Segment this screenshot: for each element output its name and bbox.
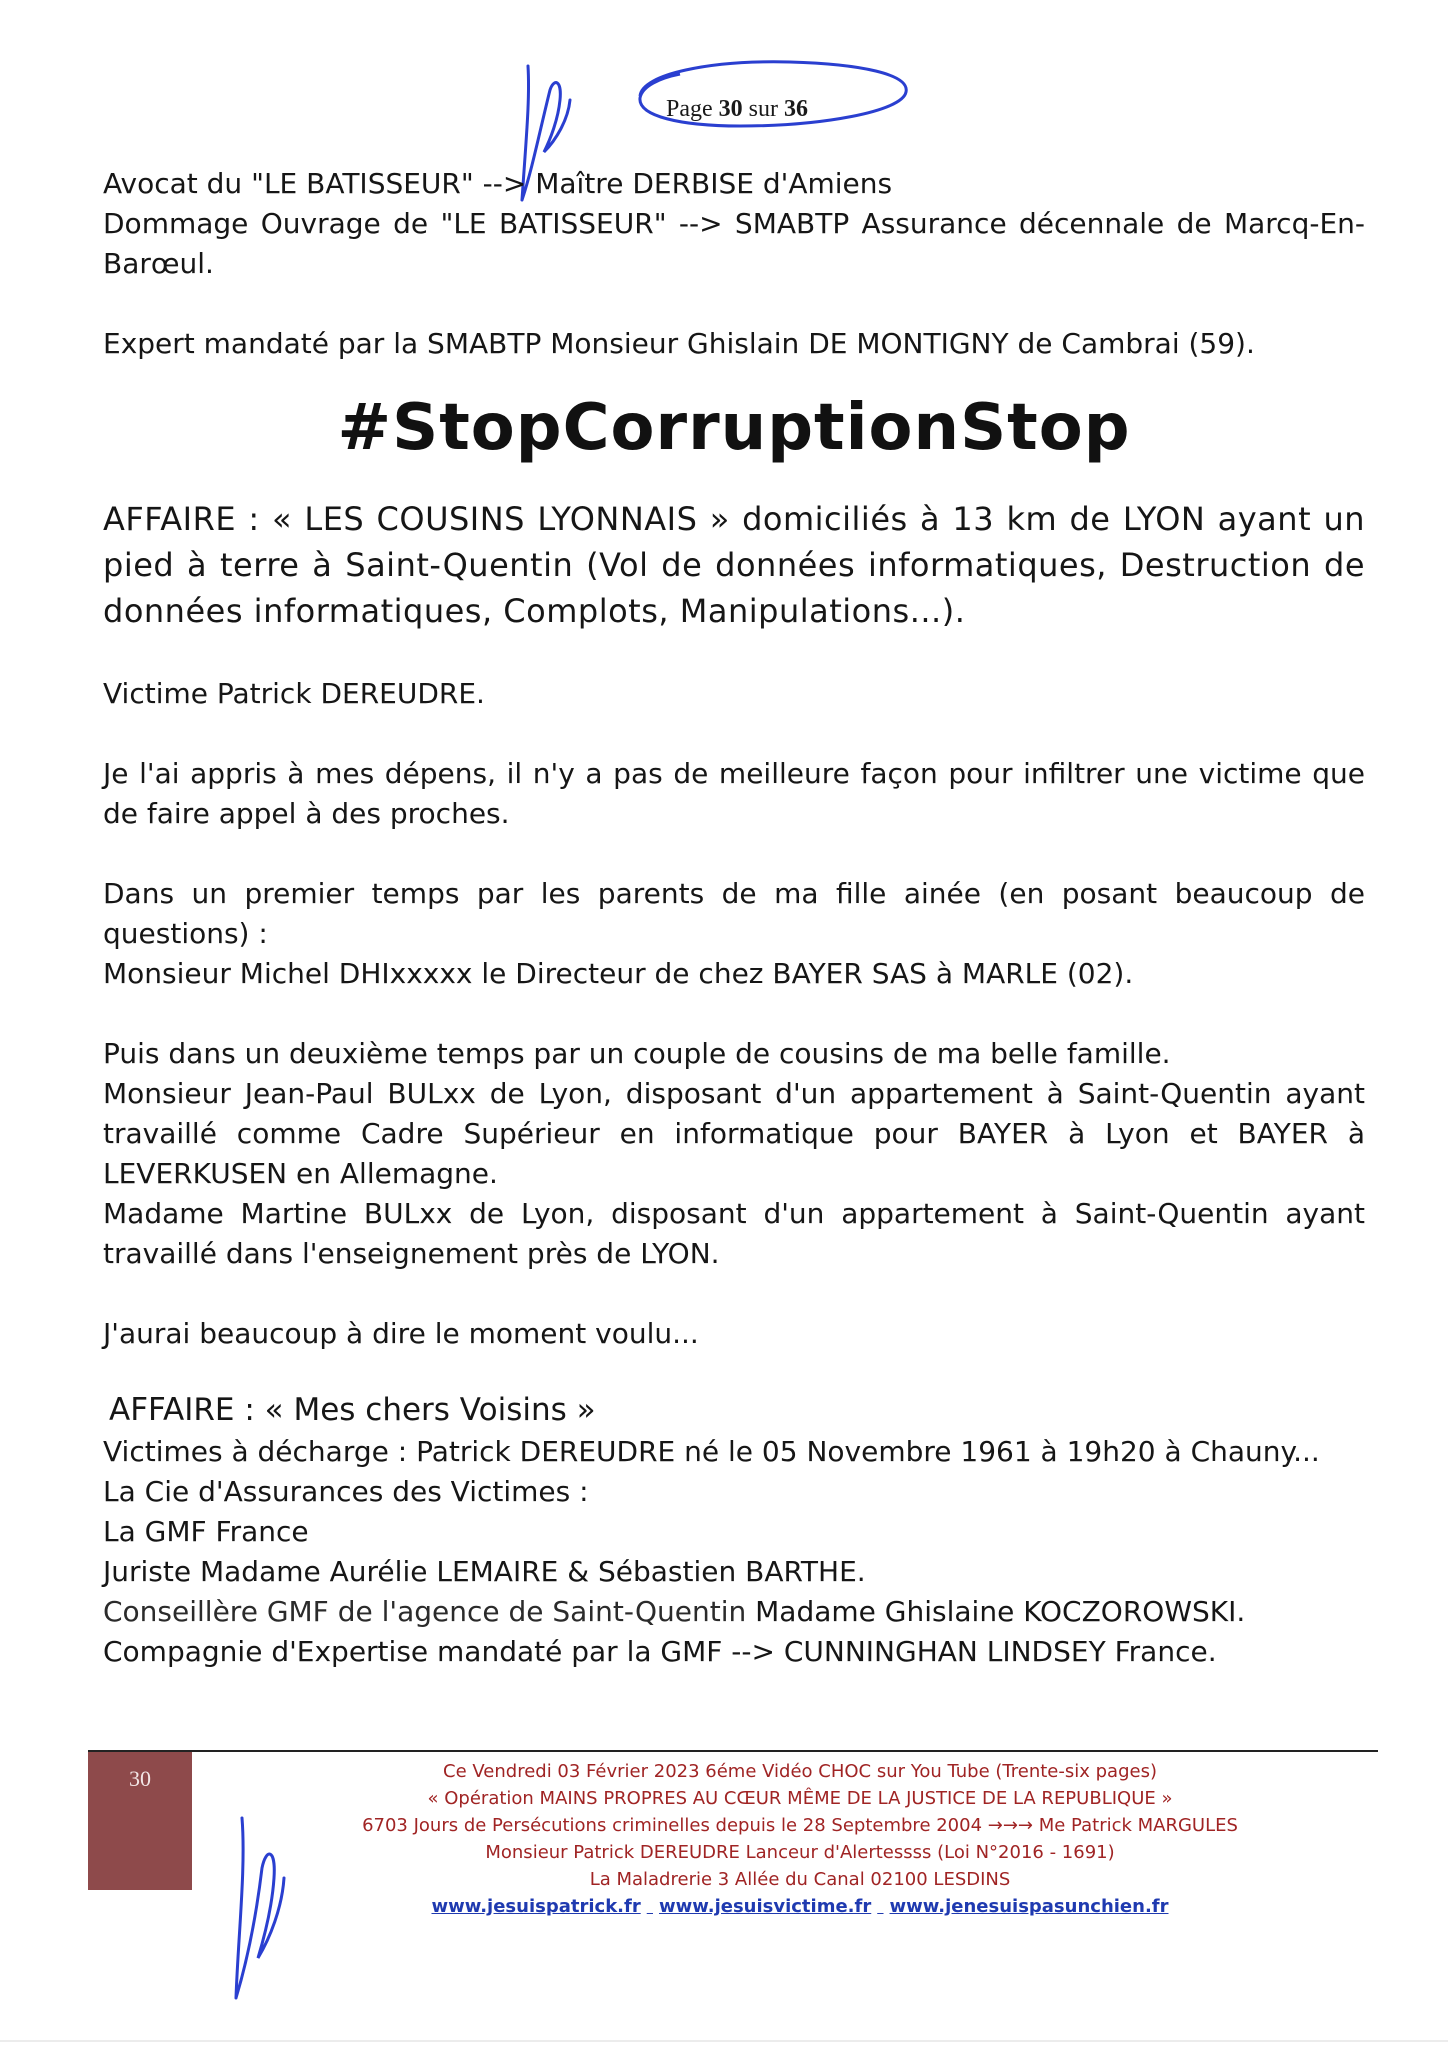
document-body (103, 164, 1365, 1672)
insurance-line: Dommage Ouvrage de "LE BATISSEUR" --> SMABTP Assurance décennale de Marcq-En-Barœul. (103, 207, 1365, 280)
list-item: Victimes à décharge : Patrick DEREUDRE né le 05 Novembre 1961 à 19h20 à Chauny... (103, 1435, 1320, 1468)
conseillere-name: Madame Ghislaine KOCZOROWSKI. (755, 1595, 1246, 1628)
paragraph-closing: J'aurai beaucoup à dire le moment voulu... (103, 1317, 699, 1350)
lawyer-line: Avocat du "LE BATISSEUR" --> Maître DERBISE d'Amiens (103, 167, 893, 200)
footer-line: Monsieur Patrick DEREUDRE Lanceur d'Alertessss (Loi N°2016 - 1691) (485, 1842, 1115, 1863)
footer-links (250, 1893, 1350, 1920)
footer-page-number: 30 (129, 1766, 151, 1791)
conseillere-line (103, 1592, 1365, 1632)
affaire-cousins-heading: AFFAIRE : « LES COUSINS LYONNAIS » domiciliés à 13 km de LYON ayant un pied à terre à Saint-Quentin (Vol de données informatiques, Destruction de données informatiques, Complots, Manipulations...). (103, 500, 1365, 630)
link-jesuispatrick[interactable]: www.jesuispatrick.fr (431, 1896, 641, 1917)
affaire-voisins-heading: AFFAIRE : « Mes chers Voisins » (109, 1392, 596, 1428)
conseillere-prefix: Conseillère GMF de l'agence de Saint-Quentin (103, 1595, 747, 1628)
footer-text (250, 1758, 1350, 1920)
paragraph-director: Monsieur Michel DHIxxxxx le Directeur de chez BAYER SAS à MARLE (02). (103, 957, 1134, 990)
page-bottom-edge (0, 2040, 1448, 2042)
footer-line: « Opération MAINS PROPRES AU CŒUR MÊME DE LA JUSTICE DE LA REPUBLIQUE » (427, 1788, 1173, 1809)
paragraph-martine: Madame Martine BULxx de Lyon, disposant d'un appartement à Saint-Quentin ayant travaillé dans l'enseignement près de LYON. (103, 1197, 1365, 1270)
expert-line: Expert mandaté par la SMABTP Monsieur Ghislain DE MONTIGNY de Cambrai (59). (103, 327, 1255, 360)
paragraph-jean-paul: Monsieur Jean-Paul BULxx de Lyon, disposant d'un appartement à Saint-Quentin ayant travaillé comme Cadre Supérieur en informatique pour BAYER à Lyon et BAYER à LEVERKUSEN en Allemagne. (103, 1077, 1365, 1190)
footer-line: 6703 Jours de Persécutions criminelles depuis le 28 Septembre 2004 →→→ Me Patrick MARGULES (362, 1815, 1238, 1836)
footer-line: La Maladrerie 3 Allée du Canal 02100 LESDINS (589, 1869, 1011, 1890)
page-number: Page 30 sur 36 (666, 96, 808, 122)
footer-page-box (88, 1752, 192, 1890)
paragraph-first-time: Dans un premier temps par les parents de ma fille ainée (en posant beaucoup de questions) : (103, 877, 1365, 950)
victim-line: Victime Patrick DEREUDRE. (103, 677, 485, 710)
hashtag-title: #StopCorruptionStop (337, 391, 1131, 465)
page-header (0, 0, 1448, 170)
footer-divider (88, 1750, 1378, 1752)
footer-line: Ce Vendredi 03 Février 2023 6éme Vidéo CHOC sur You Tube (Trente-six pages) (443, 1761, 1157, 1782)
list-item: La Cie d'Assurances des Victimes : (103, 1475, 589, 1508)
paragraph-infiltration: Je l'ai appris à mes dépens, il n'y a pas de meilleure façon pour infiltrer une victime que de faire appel à des proches. (103, 757, 1365, 830)
list-item: La GMF France (103, 1515, 309, 1548)
expertise-line: Compagnie d'Expertise mandaté par la GMF --> CUNNINGHAN LINDSEY France. (103, 1635, 1217, 1668)
paragraph-second-time: Puis dans un deuxième temps par un couple de cousins de ma belle famille. (103, 1037, 1171, 1070)
link-jesuisvictime[interactable]: www.jesuisvictime.fr (659, 1896, 872, 1917)
link-jenesuispasunchien[interactable]: www.jenesuispasunchien.fr (889, 1896, 1169, 1917)
list-item: Juriste Madame Aurélie LEMAIRE & Sébastien BARTHE. (103, 1555, 866, 1588)
